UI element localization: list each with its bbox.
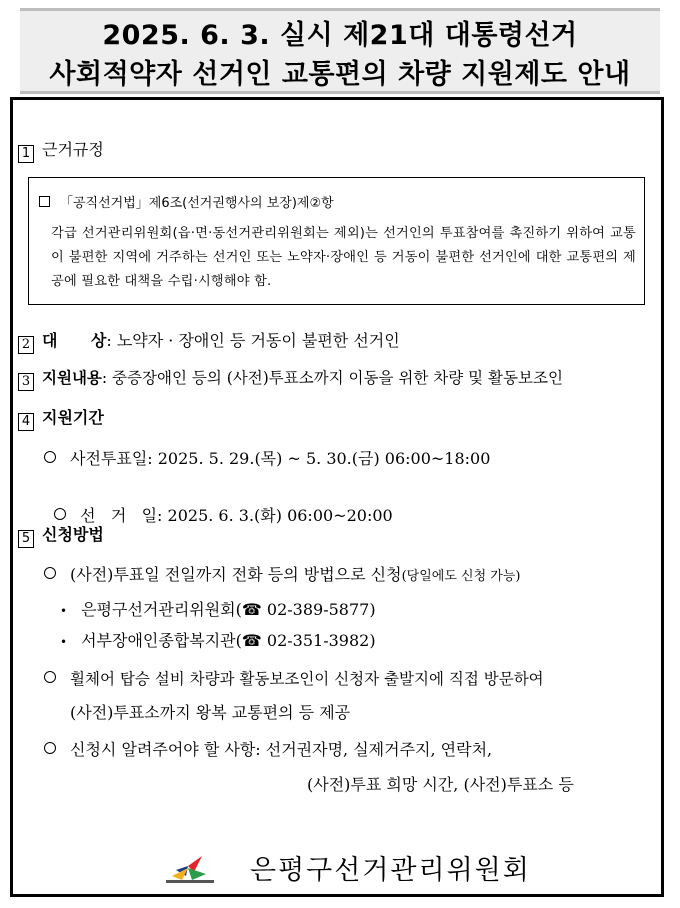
law-body-text: 각급 선거관리위원회(읍·면·동선거관리위원회는 제외)는 선거인의 투표참여를 촉진하기 위하여 교통이 불편한 지역에 거주하는 선거인 또는 노약자·장애인 등 거동이 불편한 선거인에 대한 교통편의 제공에 필요한 대책을 수립·시행해야 함.: [51, 226, 636, 289]
section-label: 지원기간: [42, 408, 104, 427]
section-label: 근거규정: [42, 140, 104, 159]
section-text: : 노약자 · 장애인 등 거동이 불편한 선거인: [106, 331, 400, 350]
circle-bullet-icon: [44, 451, 56, 463]
section-number: 4: [18, 413, 34, 431]
title-banner: [20, 8, 660, 94]
circle-bullet-icon: [54, 508, 66, 520]
contact-number: 02-351-3982): [261, 631, 376, 650]
notify-text-line-1: 신청시 알려주어야 할 사항: 선거권자명, 실제거주지, 연락처,: [70, 740, 493, 759]
circle-bullet-icon: [44, 671, 56, 683]
period-item-advance: [44, 446, 490, 469]
contact-number: 02-389-5877): [261, 600, 376, 619]
election-commission-logo-icon: [162, 846, 218, 886]
section-label: 지원내용: [42, 369, 102, 387]
wheelchair-text-line-2: (사전)투표소까지 왕복 교통편의 등 제공: [70, 703, 351, 722]
bullet-dot-icon: •: [60, 635, 68, 649]
page-title-line-2: 사회적약자 선거인 교통편의 차량 지원제도 안내: [49, 59, 631, 90]
law-heading: [39, 192, 334, 211]
notify-text-line-2: (사전)투표 희망 시간, (사전)투표소 등: [307, 775, 574, 794]
period-text: 사전투표일: 2025. 5. 29.(목) ~ 5. 30.(금) 06:00~18:00: [70, 449, 491, 468]
law-heading-text: 「공직선거법」제6조(선거권행사의 보장)제②항: [60, 196, 334, 211]
bullet-dot-icon: •: [60, 604, 68, 618]
section-number: 3: [18, 373, 34, 391]
section-number: 1: [18, 145, 34, 163]
section-4-heading: [18, 405, 104, 431]
wheelchair-text-line-1: 휠체어 탑승 설비 차량과 활동보조인이 신청자 출발지에 직접 방문하여: [70, 670, 544, 688]
section-5-heading: [18, 522, 104, 548]
apply-main-text: (사전)투표일 전일까지 전화 등의 방법으로 신청: [70, 565, 402, 584]
contact-item: [60, 628, 376, 651]
phone-icon: ☎: [241, 631, 262, 650]
section-text: : 중증장애인 등의 (사전)투표소까지 이동을 위한 차량 및 활동보조인: [101, 369, 563, 387]
apply-note-text: (당일에도 신청 가능): [401, 569, 521, 584]
contact-org: 은평구선거관리위원회(: [81, 600, 242, 619]
section-number: 5: [18, 530, 34, 548]
section-number: 2: [18, 336, 34, 354]
contact-item: [60, 597, 376, 620]
page-title-line-1: 2025. 6. 3. 실시 제21대 대통령선거: [102, 20, 578, 51]
circle-bullet-icon: [44, 742, 56, 754]
footer-org-name: 은평구선거관리위원회: [250, 855, 531, 886]
contact-org: 서부장애인종합복지관(: [81, 631, 242, 650]
period-item-election-day: [44, 484, 393, 526]
period-text: 선 거 일: 2025. 6. 3.(화) 06:00~20:00: [80, 506, 393, 525]
square-bullet-icon: [39, 196, 50, 207]
phone-icon: ☎: [241, 600, 262, 619]
circle-bullet-icon: [44, 567, 56, 579]
wheelchair-item: [44, 667, 544, 689]
section-2-row: [18, 328, 400, 354]
section-1-heading: [18, 137, 104, 163]
notify-item: [44, 737, 492, 760]
law-box: [28, 177, 645, 305]
section-3-row: [18, 366, 563, 391]
section-label: 신청방법: [42, 525, 104, 544]
apply-method-item: [44, 562, 520, 585]
section-label: 대 상: [42, 331, 107, 350]
